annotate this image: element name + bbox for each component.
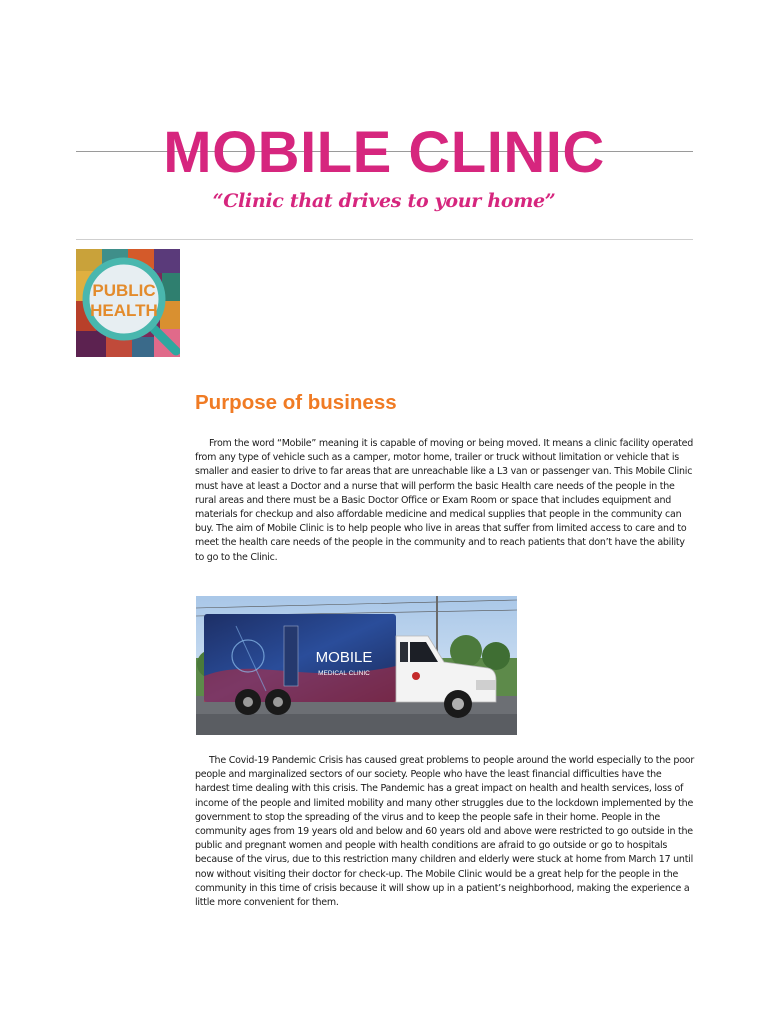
truck-sign-mobile: MOBILE [315,649,373,666]
tagline: “Clinic that drives to your home” [212,190,556,212]
header-divider [76,239,693,240]
page-title: MOBILE CLINIC [163,120,605,185]
public-health-logo [76,249,180,357]
mobile-clinic-truck-photo [196,596,517,735]
logo-text-public: PUBLIC [92,281,156,300]
logo-text-health: HEALTH [90,301,158,320]
truck-sign-medical-clinic: MEDICAL CLINIC [318,670,370,677]
paragraph-purpose: From the word “Mobile” meaning it is capable of moving or being moved. It means a clinic facility operated from any type of vehicle such as a camper, motor home, trailer or truck without limitation or vehicle that is smaller and easier to drive to far areas that are unreachable like a L3 van or passenger van. This Mobile Clinic must have at least a Doctor and a nurse that will perform the basic Health care needs of the people in the rural areas and there must be a Basic Doctor Office or Exam Room or space that includes equipment and materials for checkup and also affordable medicine and medical supplies that people in the community can buy. The aim of Mobile Clinic is to help people who live in areas that suffer from limited access to care and to meet the health care needs of the people in the community and to reach patients that don’t have the ability to go to the Clinic. [195,438,694,563]
paragraph-covid: The Covid-19 Pandemic Crisis has caused great problems to people around the world especially to the poor people and marginalized sectors of our society. People who have the least financial difficulties have the hardest time dealing with this crisis. The Pandemic has a great impact on health and health services, loss of income of the people and limited mobility and many other struggles due to the lockdown implemented by the government to stop the spreading of the virus and to keep the people safe in their home. People in the community ages from 19 years old and below and 60 years old and above were restricted to go outside in the public and pregnant women and people with health conditions are afraid to go outside or go to hospitals because of the virus, due to this restriction many children and elderly were stuck at home from March 17 until now without visiting their doctor for check-up. The Mobile Clinic would be a great help for the people in the community in this time of crisis because it will show up in a patient’s neighborhood, making the experience a little more convenient for them. [195,755,694,909]
section-heading: Purpose of business [195,391,397,414]
